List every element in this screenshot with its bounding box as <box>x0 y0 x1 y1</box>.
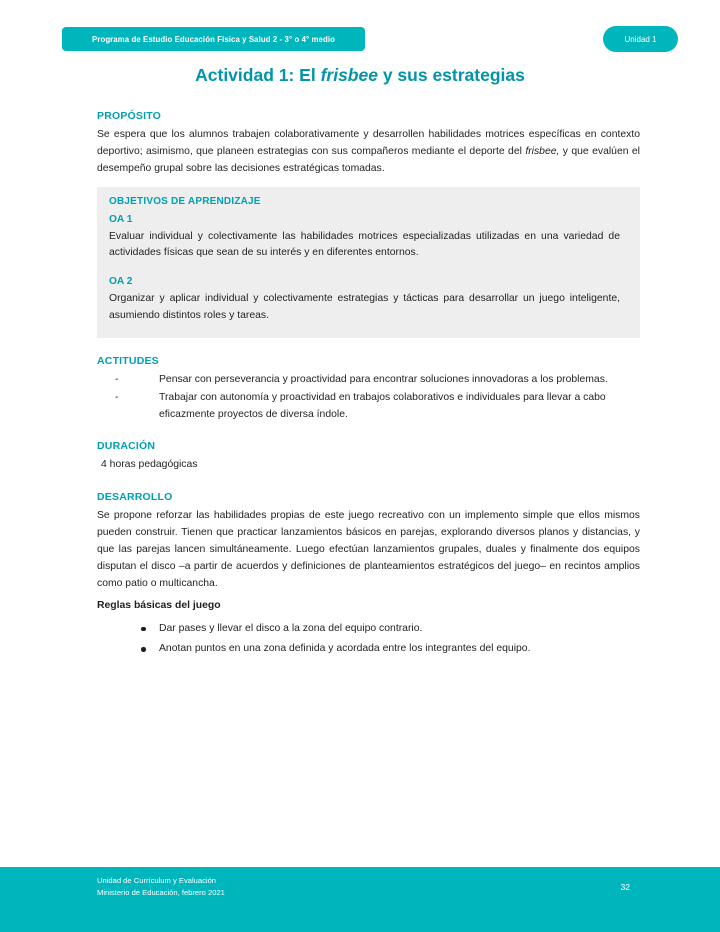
oa2-code: OA 2 <box>109 276 133 288</box>
list-item: Dar pases y llevar el disco a la zona del equipo contrario. <box>141 621 640 638</box>
reglas-title: Reglas básicas del juego <box>97 599 221 611</box>
section-label-duracion: DURACIÓN <box>97 440 156 453</box>
page-title-italic: frisbee <box>320 65 378 85</box>
dash-marker: - <box>115 373 119 385</box>
unit-badge-label: Unidad 1 <box>624 34 657 44</box>
section-label-actitudes: ACTITUDES <box>97 354 159 367</box>
list-item <box>115 390 640 424</box>
page-title <box>0 65 720 86</box>
duracion-text: 4 horas pedagógicas <box>101 459 198 471</box>
reglas-list <box>97 621 640 659</box>
actitud-text: Pensar con perseverancia y proactividad para encontrar soluciones innovadoras a los problemas. <box>159 373 608 385</box>
page-title-prefix: Actividad 1: El <box>195 65 321 85</box>
footer-credits <box>97 875 225 898</box>
dash-marker: - <box>115 391 119 403</box>
objetivos-title: OBJETIVOS DE APRENDIZAJE <box>109 195 261 207</box>
footer-credits-line1: Unidad de Currículum y Evaluación <box>97 876 217 886</box>
footer-credits-line2: Ministerio de Educación, febrero 2021 <box>97 887 225 897</box>
page-number: 32 <box>620 882 630 892</box>
actitud-text: Trabajar con autonomía y proactividad en trabajos colaborativos e individuales para llevar a cabo eficazmente proyectos de diversa índole. <box>159 391 606 420</box>
proposito-text-part1: Se espera que los alumnos trabajen colaborativamente y desarrollen habilidades motrices específicas en contexto deportivo; asimismo, que planeen estrategias con sus compañeros mediante el deporte del <box>97 129 640 157</box>
oa2-text: Organizar y aplicar individual y colectivamente estrategias y tácticas para desarrollar un juego inteligente, asumiendo distintos roles y tareas. <box>109 293 620 322</box>
page-title-suffix: y sus estrategias <box>377 65 525 85</box>
actitudes-list <box>97 372 640 424</box>
oa1-text: Evaluar individual y colectivamente las habilidades motrices especializadas utilizadas en una variedad de actividades físicas que sean de su interés y en diferentes entornos. <box>109 230 620 259</box>
document-body <box>97 110 640 662</box>
program-header-text: Programa de Estudio Educación Física y Salud 2 - 3° o 4° medio <box>92 34 335 44</box>
list-item <box>115 372 640 389</box>
unit-badge <box>603 26 678 52</box>
proposito-paragraph <box>97 127 640 178</box>
program-header-band <box>62 27 365 51</box>
list-item: Anotan puntos en una zona definida y acordada entre los integrantes del equipo. <box>141 641 640 658</box>
proposito-text-italic: frisbee, <box>525 145 560 157</box>
section-label-proposito: PROPÓSITO <box>97 110 162 122</box>
proposito-text-part2: y que evalúen el desempeño grupal sobre las decisiones estratégicas tomadas. <box>97 145 640 174</box>
objetivos-box <box>97 187 640 338</box>
oa1-code: OA 1 <box>109 213 133 225</box>
section-label-desarrollo: DESARROLLO <box>97 491 173 504</box>
desarrollo-paragraph: Se propone reforzar las habilidades propias de este juego recreativo con un implemento simple que ellos mismos pueden construir. Tienen que practicar lanzamientos básicos en parejas, explorando diversos planos y distancias, y que las parejas lancen simultáneamente. Luego efectúan lanzamientos grupales, duales y finalmente dos equipos disputan el disco –a partir de acuerdos y definiciones de planteamientos estratégicos del juego– en recintos amplios como patio o multicancha. <box>97 510 640 589</box>
